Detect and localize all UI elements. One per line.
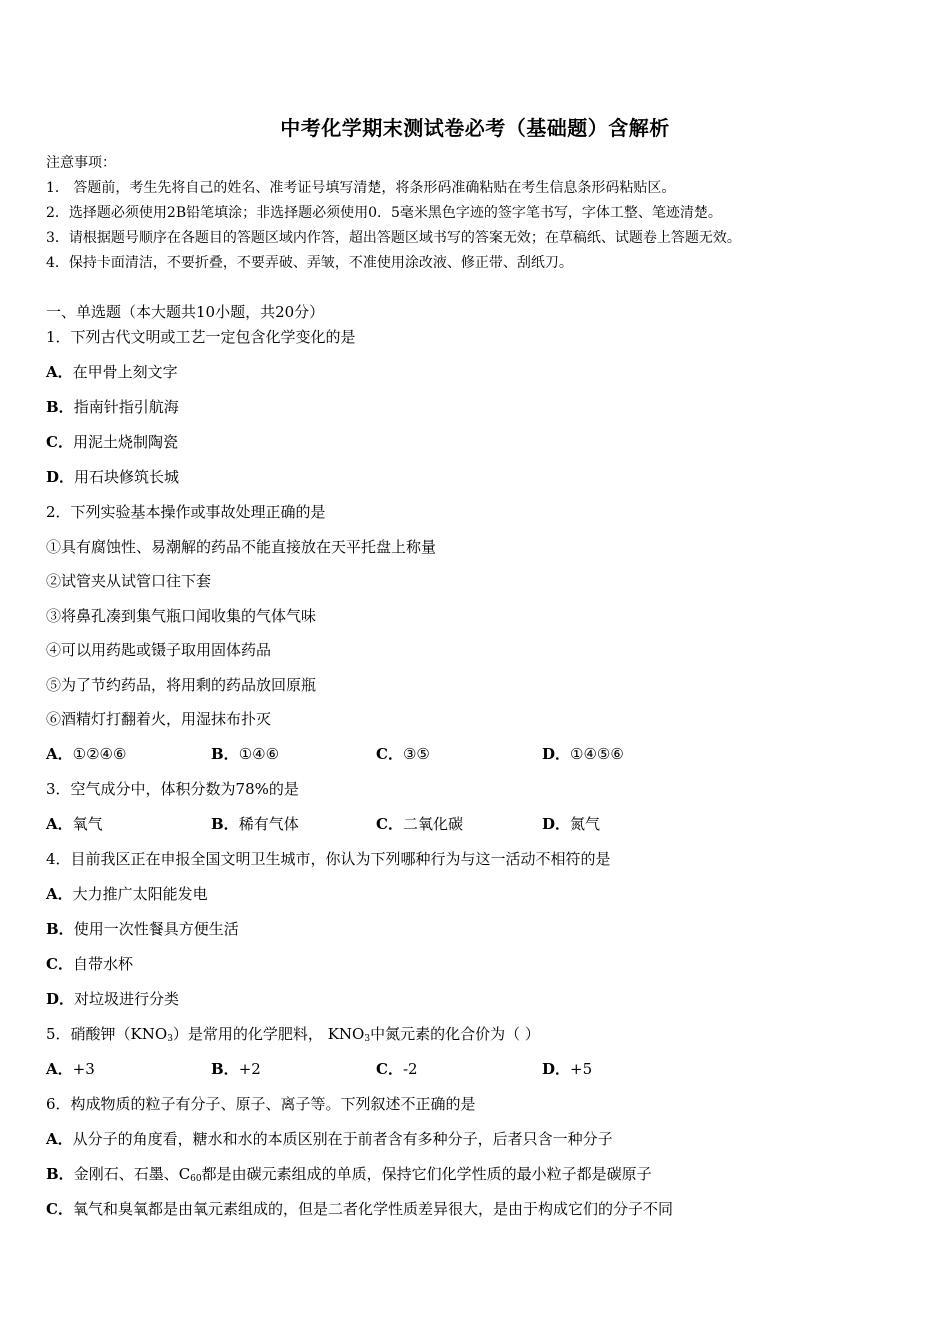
q2-statement: ④可以用药匙或镊子取用固体药品 bbox=[46, 641, 272, 659]
q2-option-b: B．①④⑥ bbox=[211, 745, 280, 763]
q4-option-c: C．自带水杯 bbox=[46, 955, 133, 973]
q1-option-b: B．指南针指引航海 bbox=[46, 398, 179, 416]
notice-item: 3．请根据题号顺序在各题目的答题区域内作答，超出答题区域书写的答案无效；在草稿纸、试题卷上答题无效。 bbox=[46, 230, 741, 246]
q4-option-b: B．使用一次性餐具方便生活 bbox=[46, 920, 239, 938]
question-2-stem: 2．下列实验基本操作或事故处理正确的是 bbox=[46, 503, 326, 521]
q2-statement: ②试管夹从试管口往下套 bbox=[46, 572, 212, 590]
q5-option-d: D．+5 bbox=[542, 1060, 593, 1078]
question-5-stem: 5．硝酸钾$(KNO_3)$是常用的化学肥料， $KNO_3$中氮元素的化合价为（ ） bbox=[46, 1025, 540, 1044]
q5-option-a: A．+3 bbox=[46, 1060, 95, 1078]
q2-statement: ⑤为了节约药品，将用剩的药品放回原瓶 bbox=[46, 676, 317, 694]
q3-option-a: A．氧气 bbox=[46, 815, 103, 833]
q6-option-b: B．金刚石、石墨、$C_{60}$都是由碳元素组成的单质，保持它们化学性质的最小粒子都是碳原子 bbox=[46, 1165, 652, 1184]
q6-option-a: A．从分子的角度看，糖水和水的本质区别在于前者含有多种分子，后者只含一种分子 bbox=[46, 1130, 613, 1148]
question-3-stem: 3．空气成分中，体积分数为78%的是 bbox=[46, 780, 299, 798]
notice-item: 1． 答题前，考生先将自己的姓名、准考证号填写清楚，将条形码准确粘贴在考生信息条形码粘贴区。 bbox=[46, 180, 676, 196]
question-6-stem: 6．构成物质的粒子有分子、原子、离子等。下列叙述不正确的是 bbox=[46, 1095, 476, 1113]
q1-option-c: C．用泥土烧制陶瓷 bbox=[46, 433, 178, 451]
q4-option-a: A．大力推广太阳能发电 bbox=[46, 885, 208, 903]
question-4-stem: 4．目前我区正在申报全国文明卫生城市，你认为下列哪种行为与这一活动不相符的是 bbox=[46, 850, 611, 868]
page-title: 中考化学期末测试卷必考（基础题）含解析 bbox=[280, 116, 670, 140]
q6-option-c: C．氧气和臭氧都是由氧元素组成的，但是二者化学性质差异很大，是由于构成它们的分子不同 bbox=[46, 1200, 673, 1218]
q5-option-c: C．-2 bbox=[376, 1060, 418, 1078]
q5-option-b: B．+2 bbox=[211, 1060, 261, 1078]
question-1-stem: 1．下列古代文明或工艺一定包含化学变化的是 bbox=[46, 328, 356, 346]
notice-item: 4．保持卡面清洁，不要折叠，不要弄破、弄皱，不准使用涂改液、修正带、刮纸刀。 bbox=[46, 255, 573, 271]
q2-statement: ①具有腐蚀性、易潮解的药品不能直接放在天平托盘上称量 bbox=[46, 538, 437, 556]
q4-option-d: D．对垃圾进行分类 bbox=[46, 990, 180, 1008]
q2-option-c: C．③⑤ bbox=[376, 745, 430, 763]
q2-statement: ⑥酒精灯打翻着火，用湿抹布扑灭 bbox=[46, 710, 272, 728]
notice-heading: 注意事项： bbox=[46, 155, 116, 171]
q1-option-d: D．用石块修筑长城 bbox=[46, 468, 180, 486]
q2-option-d: D．①④⑤⑥ bbox=[542, 745, 624, 763]
section-heading: 一、单选题（本大题共10小题，共20分） bbox=[46, 303, 325, 321]
q1-option-a: A．在甲骨上刻文字 bbox=[46, 363, 178, 381]
q3-option-d: D．氮气 bbox=[542, 815, 601, 833]
notice-item: 2．选择题必须使用2B铅笔填涂；非选择题必须使用0．5毫米黑色字迹的签字笔书写，字体工整、笔迹清楚。 bbox=[46, 205, 722, 221]
q3-option-c: C．二氧化碳 bbox=[376, 815, 463, 833]
q2-statement: ③将鼻孔凑到集气瓶口闻收集的气体气味 bbox=[46, 607, 317, 625]
q3-option-b: B．稀有气体 bbox=[211, 815, 299, 833]
q2-option-a: A．①②④⑥ bbox=[46, 745, 127, 763]
